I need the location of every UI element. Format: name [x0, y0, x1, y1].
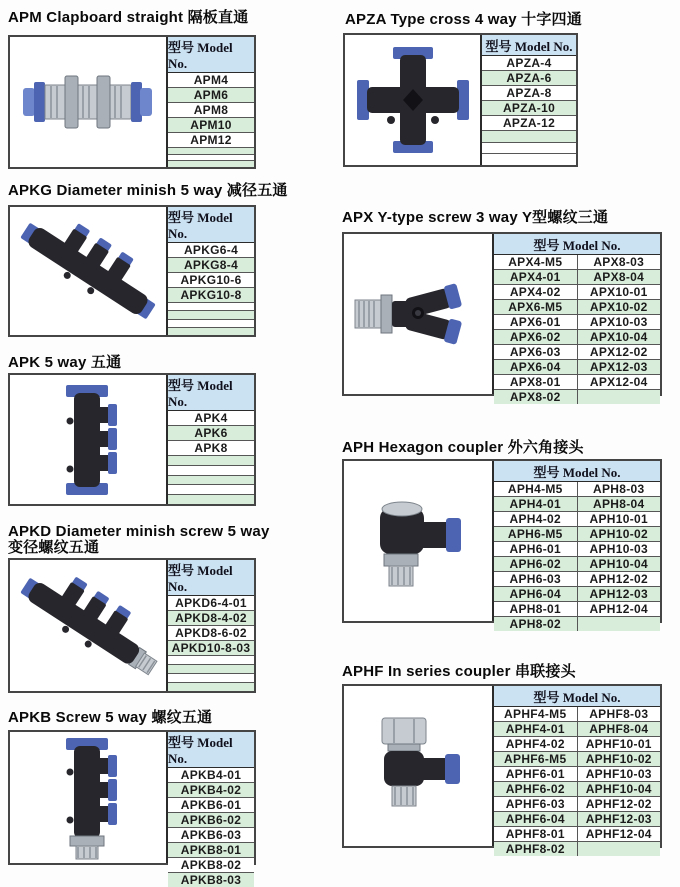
table-header: 型号 Model No.	[168, 375, 254, 411]
model-cell	[168, 311, 254, 318]
table-row	[494, 782, 660, 797]
table-row	[168, 596, 254, 611]
section-box-apm	[8, 35, 256, 169]
model-cell	[482, 154, 576, 165]
model-cell: APHF12-04	[585, 827, 652, 841]
model-cell: APHF12-02	[585, 797, 652, 811]
model-table-aph	[492, 461, 660, 631]
table-row	[168, 88, 254, 103]
model-table-apza	[480, 35, 576, 165]
model-cell: APKB6-01	[180, 798, 242, 812]
model-table-apkb	[166, 732, 254, 887]
section-title-apx: APX Y-type screw 3 way Y型螺纹三通	[342, 209, 609, 226]
table-row	[494, 812, 660, 827]
model-cell	[578, 617, 661, 631]
model-cell: APX6-04	[494, 360, 578, 374]
model-cell: APKB4-02	[180, 783, 242, 797]
model-cell: APX8-04	[593, 270, 645, 284]
model-cell: APHF6-03	[494, 797, 578, 811]
model-cell: APM8	[193, 103, 229, 117]
table-row	[494, 285, 660, 300]
table-row	[168, 798, 254, 813]
model-cell: APH10-02	[589, 527, 648, 541]
table-row	[168, 858, 254, 873]
model-cell	[168, 320, 254, 327]
table-row	[168, 411, 254, 426]
model-cell: APKD10-8-03	[171, 641, 251, 655]
model-cell: APX8-03	[593, 255, 645, 269]
table-header: 型号 Model No.	[494, 686, 660, 707]
table-row	[482, 154, 576, 165]
table-row	[482, 86, 576, 101]
model-cell: APH12-04	[589, 602, 648, 616]
model-cell: APHF4-01	[494, 722, 578, 736]
table-row	[168, 641, 254, 656]
model-cell: APH8-01	[494, 602, 578, 616]
model-cell: APH10-01	[589, 512, 648, 526]
model-cell: APKG6-4	[183, 243, 239, 257]
five-way-vertical-fitting-image	[38, 381, 138, 499]
table-row	[168, 683, 254, 691]
model-cell	[168, 665, 254, 673]
model-cell: APZA-10	[502, 101, 556, 115]
model-cell: APM4	[193, 73, 229, 87]
five-way-screw-vertical-fitting-image	[38, 736, 138, 860]
model-cell: APX6-01	[494, 315, 578, 329]
model-cell: APZA-4	[506, 56, 552, 70]
table-row	[482, 131, 576, 143]
table-row	[168, 466, 254, 476]
model-cell: APM10	[190, 118, 232, 132]
model-cell: APH10-04	[589, 557, 648, 571]
model-table-apx	[492, 234, 660, 404]
table-header: 型号 Model No.	[494, 234, 660, 255]
model-table-apm	[166, 37, 254, 167]
table-row	[168, 303, 254, 311]
table-row	[168, 611, 254, 626]
table-row	[168, 476, 254, 486]
table-row	[482, 101, 576, 116]
model-cell: APKB8-02	[180, 858, 242, 872]
table-row	[168, 258, 254, 273]
table-row	[168, 155, 254, 162]
y-type-screw-fitting-image	[351, 269, 486, 359]
model-cell: APH12-02	[589, 572, 648, 586]
model-cell: APHF10-04	[585, 782, 652, 796]
table-header: 型号 Model No.	[482, 35, 576, 56]
model-cell: APX4-01	[494, 270, 578, 284]
product-image-area	[345, 35, 480, 165]
table-row	[168, 441, 254, 456]
table-row	[482, 71, 576, 86]
model-cell: APHF10-02	[585, 752, 652, 766]
model-cell: APM6	[193, 88, 229, 102]
section-title-apk: APK 5 way 五通	[8, 354, 122, 371]
model-cell: APHF8-01	[494, 827, 578, 841]
table-row	[494, 315, 660, 330]
section-box-apza	[343, 33, 578, 167]
table-row	[168, 843, 254, 858]
table-row	[168, 783, 254, 798]
table-row	[494, 527, 660, 542]
in-series-coupler-fitting-image	[358, 712, 478, 820]
model-cell: APKD8-6-02	[175, 626, 247, 640]
section-title-apkb: APKB Screw 5 way 螺纹五通	[8, 709, 213, 726]
model-cell: APHF10-01	[585, 737, 652, 751]
model-cell: APX12-03	[589, 360, 648, 374]
model-cell: APH6-M5	[494, 527, 578, 541]
model-cell: APX6-M5	[494, 300, 578, 314]
model-cell	[578, 842, 661, 856]
product-image-area	[10, 732, 166, 863]
section-box-apx	[342, 232, 662, 404]
model-cell	[168, 466, 254, 475]
model-cell: APZA-12	[502, 116, 556, 130]
table-row	[168, 73, 254, 88]
table-row	[168, 495, 254, 504]
five-way-manifold-fitting-image	[13, 216, 163, 326]
model-cell: APHF6-01	[494, 767, 578, 781]
table-row	[168, 626, 254, 641]
model-cell: APH8-03	[593, 482, 645, 496]
model-table-apk	[166, 375, 254, 504]
model-cell: APKG10-6	[180, 273, 242, 287]
table-row	[168, 674, 254, 683]
table-row	[494, 512, 660, 527]
table-row	[494, 375, 660, 390]
cross-four-way-fitting-image	[353, 47, 473, 153]
model-cell: APH6-03	[494, 572, 578, 586]
table-header: 型号 Model No.	[168, 207, 254, 243]
section-title-aphf: APHF In series coupler 串联接头	[342, 663, 576, 680]
model-cell: APHF6-04	[494, 812, 578, 826]
model-cell: APK8	[194, 441, 228, 455]
model-cell: APHF8-04	[589, 722, 649, 736]
model-cell: APX10-02	[589, 300, 648, 314]
model-cell: APH12-03	[589, 587, 648, 601]
model-cell: APKD6-4-01	[175, 596, 247, 610]
product-image-area	[10, 560, 166, 691]
model-cell: APH4-01	[494, 497, 578, 511]
table-row	[168, 665, 254, 674]
table-row	[168, 243, 254, 258]
model-cell: APKB8-01	[180, 843, 242, 857]
table-row	[168, 103, 254, 118]
model-cell: APHF4-M5	[494, 707, 578, 721]
table-row	[168, 873, 254, 887]
model-cell: APH6-04	[494, 587, 578, 601]
model-cell: APX6-02	[494, 330, 578, 344]
model-table-apkg	[166, 207, 254, 335]
model-cell: APKG10-8	[180, 288, 242, 302]
model-table-apkd	[166, 560, 254, 691]
model-cell	[168, 328, 254, 335]
bulkhead-union-fitting-image	[13, 54, 163, 150]
section-title-apkg: APKG Diameter minish 5 way 减径五通	[8, 182, 288, 199]
model-cell	[578, 390, 661, 404]
model-cell: APKD8-4-02	[175, 611, 247, 625]
table-header: 型号 Model No.	[168, 37, 254, 73]
model-cell: APX12-04	[589, 375, 648, 389]
table-row	[494, 572, 660, 587]
model-cell: APHF10-03	[585, 767, 652, 781]
table-row	[494, 482, 660, 497]
model-cell: APKB6-02	[180, 813, 242, 827]
table-row	[494, 707, 660, 722]
table-row	[168, 328, 254, 335]
model-cell: APK4	[194, 411, 228, 425]
model-cell	[168, 656, 254, 664]
table-header: 型号 Model No.	[494, 461, 660, 482]
table-row	[168, 320, 254, 328]
model-cell: APZA-6	[506, 71, 552, 85]
table-row	[494, 270, 660, 285]
table-row	[494, 797, 660, 812]
five-way-screw-manifold-fitting-image	[13, 571, 163, 681]
table-header: 型号 Model No.	[168, 732, 254, 768]
section-box-apkg	[8, 205, 256, 337]
model-cell: APHF4-02	[494, 737, 578, 751]
model-cell	[168, 485, 254, 494]
table-row	[168, 288, 254, 303]
model-cell	[168, 303, 254, 310]
table-row	[482, 56, 576, 71]
section-box-apkd	[8, 558, 256, 693]
table-row	[494, 330, 660, 345]
table-row	[494, 360, 660, 375]
section-title-line1: APKD Diameter minish screw 5 way	[8, 523, 270, 540]
table-row	[494, 842, 660, 856]
table-row	[168, 273, 254, 288]
table-row	[494, 602, 660, 617]
table-row	[482, 116, 576, 131]
model-cell	[168, 495, 254, 504]
table-row	[494, 722, 660, 737]
section-box-apk	[8, 373, 256, 506]
table-header: 型号 Model No.	[168, 560, 254, 596]
table-row	[168, 656, 254, 665]
product-image-area	[344, 234, 492, 394]
model-cell: APH8-02	[494, 617, 578, 631]
product-image-area	[344, 686, 492, 846]
model-cell: APHF6-02	[494, 782, 578, 796]
table-row	[494, 300, 660, 315]
model-cell	[168, 161, 254, 167]
model-cell: APH10-03	[589, 542, 648, 556]
section-title-apza: APZA Type cross 4 way 十字四通	[345, 11, 582, 28]
table-row	[168, 133, 254, 148]
model-cell: APH4-M5	[494, 482, 578, 496]
table-row	[482, 143, 576, 155]
model-cell: APH6-01	[494, 542, 578, 556]
model-cell: APZA-8	[506, 86, 552, 100]
section-title-apkd	[8, 524, 270, 556]
model-cell: APX4-M5	[494, 255, 578, 269]
model-cell: APX4-02	[494, 285, 578, 299]
model-cell: APX10-04	[589, 330, 648, 344]
model-cell	[168, 683, 254, 691]
model-cell: APH8-04	[593, 497, 645, 511]
model-cell: APKB8-03	[180, 873, 242, 887]
table-row	[168, 161, 254, 167]
model-cell: APHF8-03	[589, 707, 649, 721]
table-row	[168, 485, 254, 495]
model-cell	[168, 456, 254, 465]
table-row	[494, 752, 660, 767]
table-row	[494, 497, 660, 512]
table-row	[494, 542, 660, 557]
model-cell	[482, 143, 576, 154]
product-image-area	[10, 207, 166, 335]
table-row	[494, 767, 660, 782]
table-row	[168, 118, 254, 133]
model-cell: APKB6-03	[180, 828, 242, 842]
model-cell	[168, 476, 254, 485]
table-row	[168, 768, 254, 783]
model-cell: APX8-01	[494, 375, 578, 389]
table-row	[494, 390, 660, 404]
table-row	[168, 311, 254, 319]
model-cell: APH6-02	[494, 557, 578, 571]
table-row	[168, 426, 254, 441]
section-box-apkb	[8, 730, 256, 887]
model-cell	[482, 131, 576, 142]
section-box-aph	[342, 459, 662, 631]
section-title-line2: 变径螺纹五通	[8, 539, 100, 556]
model-cell: APHF12-03	[585, 812, 652, 826]
model-table-aphf	[492, 686, 660, 856]
product-image-area	[10, 37, 166, 167]
table-row	[168, 148, 254, 155]
model-cell: APX10-03	[589, 315, 648, 329]
table-row	[494, 827, 660, 842]
hexagon-coupler-fitting-image	[358, 492, 478, 590]
model-cell: APKG8-4	[183, 258, 239, 272]
section-title-aph: APH Hexagon coupler 外六角接头	[342, 439, 584, 456]
model-cell: APX12-02	[589, 345, 648, 359]
table-row	[494, 587, 660, 602]
section-title-apm: APM Clapboard straight 隔板直通	[8, 9, 249, 26]
model-cell: APM12	[190, 133, 232, 147]
table-row	[494, 557, 660, 572]
table-row	[168, 828, 254, 843]
table-row	[168, 813, 254, 828]
model-cell	[168, 155, 254, 161]
table-row	[494, 617, 660, 631]
product-image-area	[10, 375, 166, 504]
model-cell: APHF8-02	[494, 842, 578, 856]
section-box-aphf	[342, 684, 662, 856]
model-cell: APX10-01	[589, 285, 648, 299]
table-row	[168, 456, 254, 466]
model-cell: APK6	[194, 426, 228, 440]
model-cell: APH4-02	[494, 512, 578, 526]
table-row	[494, 737, 660, 752]
table-row	[494, 255, 660, 270]
table-row	[494, 345, 660, 360]
model-cell: APKB4-01	[180, 768, 242, 782]
model-cell: APX8-02	[494, 390, 578, 404]
model-cell	[168, 674, 254, 682]
model-cell	[168, 148, 254, 154]
product-image-area	[344, 461, 492, 621]
model-cell: APHF6-M5	[494, 752, 578, 766]
model-cell: APX6-03	[494, 345, 578, 359]
